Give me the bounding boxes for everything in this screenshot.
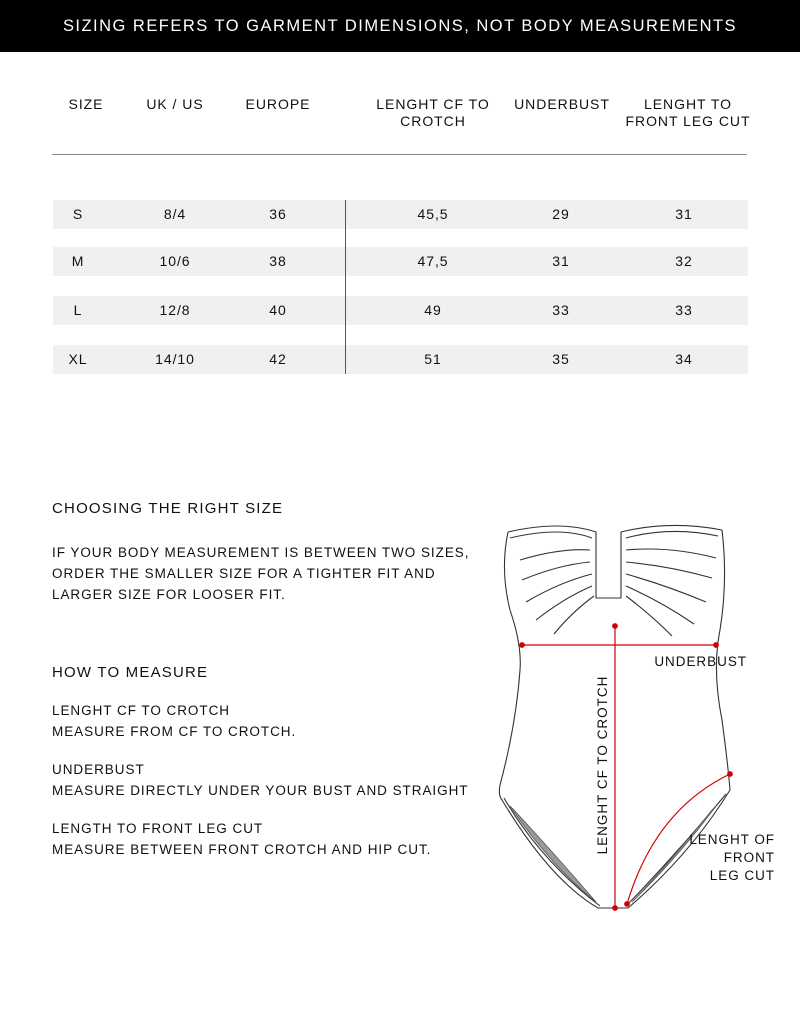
underbust-cell: 35 [552,351,570,367]
size-cell: M [71,253,85,269]
table-row [53,200,748,229]
front-leg-cut-cell: 32 [675,253,693,269]
front-leg-cut-cell: 31 [675,206,693,222]
choosing-size-line: LARGER SIZE FOR LOOSER FIT. [52,587,286,602]
measure-item-label: LENGHT CF TO CROTCH [52,703,231,718]
header-divider [52,154,747,155]
cf-to-crotch-cell: 45,5 [417,206,449,222]
choosing-size-heading: CHOOSING THE RIGHT SIZE [52,500,284,517]
table-row [53,345,748,374]
measure-item-desc: MEASURE DIRECTLY UNDER YOUR BUST AND STRAIGHT [52,783,469,798]
size-cell: XL [68,351,88,367]
front-leg-cut-label: LENGHT OF FRONT LEG CUT [689,832,775,883]
cf-to-crotch-cell: 49 [424,302,442,318]
col-header-underbust: UNDERBUST [514,96,610,112]
europe-cell: 38 [269,253,287,269]
measure-item-label: LENGTH TO FRONT LEG CUT [52,821,264,836]
col-header-uk-us: UK / US [146,96,204,112]
cf-to-crotch-cell: 51 [424,351,442,367]
underbust-cell: 31 [552,253,570,269]
col-header-size: SIZE [68,96,104,112]
underbust-cell: 33 [552,302,570,318]
col-header-front-leg-cut: LENGHT TO FRONT LEG CUT [625,96,751,129]
front-leg-cut-cell: 33 [675,302,693,318]
uk-us-cell: 12/8 [159,302,191,318]
measure-item-desc: MEASURE BETWEEN FRONT CROTCH AND HIP CUT. [52,842,432,857]
cf-to-crotch-cell: 47,5 [417,253,449,269]
col-header-europe: EUROPE [245,96,311,112]
europe-cell: 42 [269,351,287,367]
uk-us-cell: 10/6 [159,253,191,269]
table-row [53,296,748,325]
europe-cell: 40 [269,302,287,318]
table-row [53,247,748,276]
uk-us-cell: 14/10 [155,351,195,367]
measure-item-label: UNDERBUST [52,762,145,777]
measure-item-desc: MEASURE FROM CF TO CROTCH. [52,724,297,739]
cf-to-crotch-label: LENGHT CF TO CROTCH [595,675,610,855]
uk-us-cell: 8/4 [163,206,187,222]
europe-cell: 36 [269,206,287,222]
choosing-size-line: ORDER THE SMALLER SIZE FOR A TIGHTER FIT AND [52,566,436,581]
cf-to-crotch-measure-line [613,624,618,911]
underbust-label: UNDERBUST [654,654,747,669]
underbust-measure-line [520,643,719,648]
size-cell: L [73,302,83,318]
underbust-cell: 29 [552,206,570,222]
size-cell: S [72,206,84,222]
column-divider [345,200,346,374]
how-to-measure-heading: HOW TO MEASURE [52,664,209,681]
col-header-cf-to-crotch: LENGHT CF TO CROTCH [376,96,490,129]
sizing-banner: SIZING REFERS TO GARMENT DIMENSIONS, NOT BODY MEASUREMENTS [0,0,800,52]
front-leg-cut-cell: 34 [675,351,693,367]
choosing-size-line: IF YOUR BODY MEASUREMENT IS BETWEEN TWO SIZES, [52,545,470,560]
